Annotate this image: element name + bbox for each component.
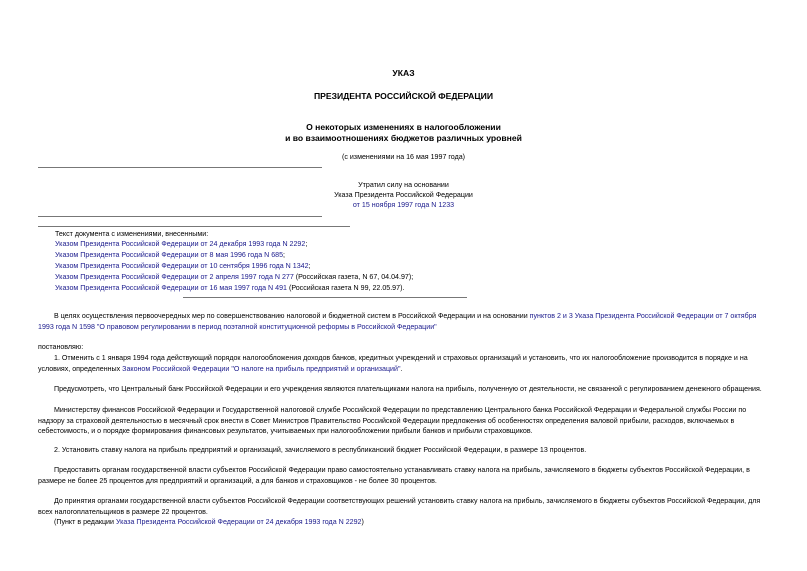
edition-note: (Пункт в редакции Указа Президента Российской Федерации от 24 декабря 1993 года N 2292) xyxy=(54,518,364,526)
list-item: Указом Президента Российской Федерации от 2 апреля 1997 года N 277 (Российская газета, N 67, 04.04.97); xyxy=(55,273,414,281)
preamble: В целях осуществления первоочередных мер по совершенствованию налоговой и бюджетной систем в Российской Федерации и на основании пунктов 2 и 3 Указа Президента Российской Федерации от 7 октября 1993 года N 1598 "О правовом регулировании в период поэтапной конституционной реформы в Российской Федерации" xyxy=(38,312,757,331)
list-item: Указом Президента Российской Федерации от 16 мая 1997 года N 491 (Российская газета N 99, 22.05.97). xyxy=(55,284,405,292)
divider xyxy=(183,297,467,298)
resolve-word: постановляю: xyxy=(38,343,84,351)
paragraph-2: Предусмотреть, что Центральный банк Российской Федерации и его учреждения являются плательщиками налога на прибыль, полученную от деятельности, не связанной с регулированием денежного обращения. xyxy=(54,385,762,393)
paragraph-6: До принятия органами государственной власти субъектов Российской Федерации соответствующих решений установить ставку налога на прибыль, зачисляемого в бюджеты субъектов Российской Федерации, для всех налогоплательщиков в размере 22 процентов. xyxy=(38,497,761,516)
list-item: Указом Президента Российской Федерации от 24 декабря 1993 года N 2292; xyxy=(55,240,308,248)
paragraph-5: Предоставить органам государственной власти субъектов Российской Федерации право самостоятельно устанавливать ставку налога на прибыль, зачисляемого в бюджеты субъектов Российской Федерации, в размере не более 25 процентов для предприятий и организаций, а для банков и страховщиков - не более 30 процентов. xyxy=(38,466,750,485)
edition-decree-link[interactable]: Указа Президента Российской Федерации от 24 декабря 1993 года N 2292 xyxy=(115,518,362,526)
divider xyxy=(38,226,350,227)
changes-list xyxy=(55,239,413,294)
amending-decree-link[interactable]: Указом Президента Российской Федерации от 8 мая 1996 года N 685 xyxy=(55,251,284,259)
doc-title-line2: и во взаимоотношениях бюджетов различных уровней xyxy=(285,133,522,143)
amending-decree-link[interactable]: Указом Президента Российской Федерации от 24 декабря 1993 года N 2292 xyxy=(55,240,306,248)
decree-issuer: ПРЕЗИДЕНТА РОССИЙСКОЙ ФЕДЕРАЦИИ xyxy=(313,91,494,101)
repeal-status-line1: Утратил силу на основании xyxy=(358,181,449,189)
basis-decree-link[interactable]: пунктов 2 и 3 Указа Президента Российской Федерации от 7 октября 1993 года N 1598 "О правовом регулировании в период поэтапной конституционной реформы в Российской Федерации" xyxy=(38,312,757,331)
amending-decree-link[interactable]: Указом Президента Российской Федерации от 2 апреля 1997 года N 277 xyxy=(55,273,294,281)
changes-heading: Текст документа с изменениями, внесенными: xyxy=(55,230,209,238)
amending-decree-link[interactable]: Указом Президента Российской Федерации от 10 сентября 1996 года N 1342 xyxy=(55,262,309,270)
list-item: Указом Президента Российской Федерации от 8 мая 1996 года N 685; xyxy=(55,251,286,259)
paragraph-3: Министерству финансов Российской Федерации и Государственной налоговой службе Российской Федерации по представлению Центрального банка Российской Федерации и Федеральной службы России по надзору за страховой деятельностью в месячный срок внести в Совет Министров Правительство Российской Федерации предложения об особенностях определения валовой прибыли, расходов, включаемых в себестоимость, и о порядке формирования финансовых результатов, учитываемых при налогообложении прибыли банков и прибыли страховщиков. xyxy=(38,406,747,436)
amending-decree-link[interactable]: Указом Президента Российской Федерации от 16 мая 1997 года N 491 xyxy=(55,284,287,292)
tax-law-link[interactable]: Законом Российской Федерации "О налоге на прибыль предприятий и организаций" xyxy=(122,364,401,373)
divider xyxy=(38,167,322,168)
doc-title-line1: О некоторых изменениях в налогообложении xyxy=(306,122,501,132)
divider xyxy=(38,216,322,217)
paragraph-1: 1. Отменить с 1 января 1994 года действующий порядок налогообложения доходов банков, кредитных учреждений и страховых организаций и установить, что их налогообложение производится в порядке и на условиях, определенных Законом Российской Федерации "О налоге на прибыль предприятий и организаций". xyxy=(38,354,748,373)
amendment-note: (с изменениями на 16 мая 1997 года) xyxy=(341,153,466,161)
repeal-decree-link[interactable]: от 15 ноября 1997 года N 1233 xyxy=(352,201,455,209)
decree-title: УКАЗ xyxy=(392,68,415,78)
repeal-status-line2: Указа Президента Российской Федерации xyxy=(334,191,473,199)
list-item: Указом Президента Российской Федерации от 10 сентября 1996 года N 1342; xyxy=(55,262,311,270)
paragraph-4: 2. Установить ставку налога на прибыль предприятий и организаций, зачисляемого в республиканский бюджет Российской Федерации, в размере 13 процентов. xyxy=(54,446,587,454)
